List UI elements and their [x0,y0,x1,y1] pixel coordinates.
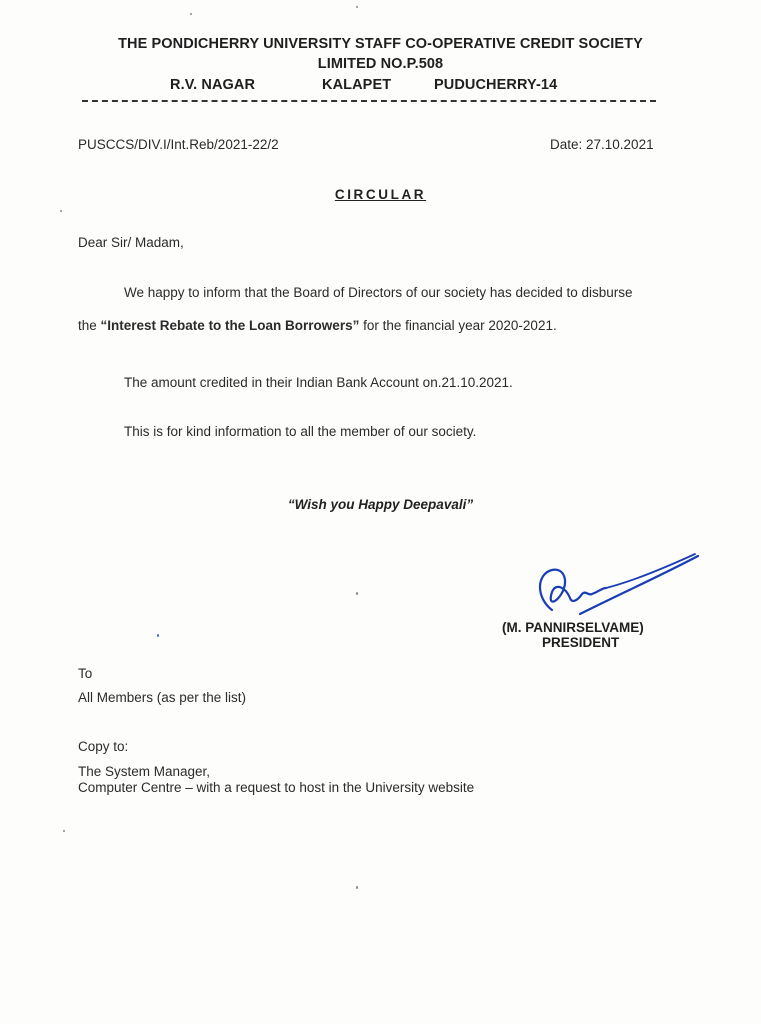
copy-to-label: Copy to: [78,739,129,754]
signature-flourish-stroke [580,556,698,614]
salutation: Dear Sir/ Madam, [78,235,184,250]
signature-initial-stroke [540,570,606,610]
address-locality: KALAPET [322,77,392,93]
copy-to-line-2: Computer Centre – with a request to host in the University website [78,780,475,795]
scan-speck [60,210,62,212]
signatory-title: PRESIDENT [542,635,620,650]
recipient-label: To [78,666,93,681]
rebate-emphasis: “Interest Rebate to the Loan Borrowers” [100,318,360,333]
scan-speck [157,634,159,637]
circular-date: Date: 27.10.2021 [550,137,654,152]
society-name-line1: THE PONDICHERRY UNIVERSITY STAFF CO-OPERATIVE CREDIT SOCIETY [118,36,643,52]
scan-speck [356,592,358,595]
address-area: R.V. NAGAR [170,77,256,93]
scan-speck [63,830,65,832]
copy-to-line-1: The System Manager, [78,764,211,779]
paragraph-1-line-1: We happy to inform that the Board of Directors of our society has decided to disburse [124,285,633,300]
document-title: CIRCULAR [334,187,427,202]
president-signature [530,548,705,628]
society-name-line2: LIMITED NO.P.508 [317,56,444,72]
paragraph-1-line-2 [78,318,557,333]
header-divider [82,100,656,102]
reference-number: PUSCCS/DIV.I/Int.Reb/2021-22/2 [78,137,279,152]
scan-speck [190,13,192,15]
festival-greeting: “Wish you Happy Deepavali” [287,497,474,512]
address-city: PUDUCHERRY-14 [434,77,558,93]
recipient-list: All Members (as per the list) [78,690,247,705]
signature-strokes [540,554,698,614]
paragraph-2: The amount credited in their Indian Bank Account on.21.10.2021. [124,375,513,390]
scan-speck [356,6,358,8]
paragraph-1-prefix: the [78,318,101,333]
signatory-name: (M. PANNIRSELVAME) [502,620,644,635]
signature-tail-stroke [606,554,695,588]
scan-speck [356,886,358,889]
paragraph-1-suffix: for the financial year 2020-2021. [359,318,557,333]
paragraph-3: This is for kind information to all the member of our society. [124,424,477,439]
